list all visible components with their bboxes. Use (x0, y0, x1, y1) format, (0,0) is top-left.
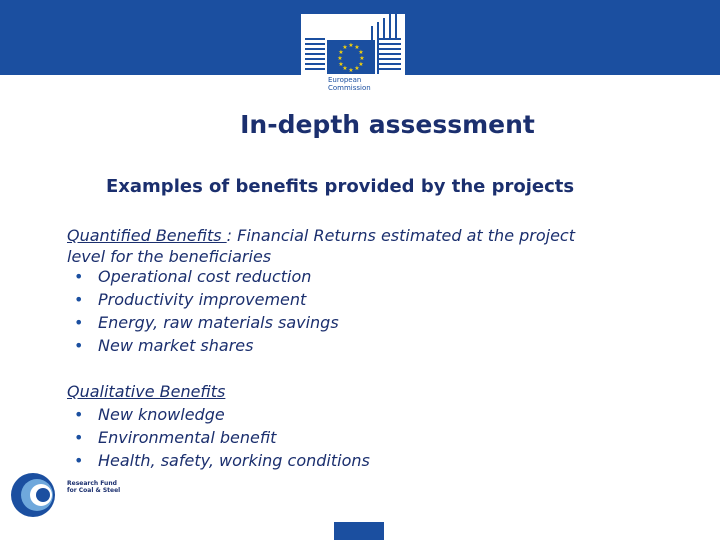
bullet-icon: • (74, 405, 84, 424)
quantified-heading-tail: : Financial Returns estimated at the project (226, 226, 575, 245)
rfcs-logo-line2: for Coal & Steel (67, 487, 121, 494)
list-item: • New market shares (74, 336, 254, 355)
rfcs-emblem-icon (10, 472, 56, 518)
svg-text:★: ★ (342, 65, 348, 72)
bullet-icon: • (74, 290, 84, 309)
qualitative-heading: Qualitative Benefits (67, 382, 226, 401)
svg-text:★: ★ (338, 61, 344, 68)
svg-text:★: ★ (354, 44, 360, 51)
bullet-icon: • (74, 313, 84, 332)
bullet-icon: • (74, 336, 84, 355)
list-item: • Energy, raw materials savings (74, 313, 339, 332)
svg-text:★: ★ (359, 55, 365, 62)
svg-text:★: ★ (358, 61, 364, 68)
svg-text:★: ★ (342, 44, 348, 51)
list-item: • Productivity improvement (74, 290, 307, 309)
quantified-line2: level for the beneficiaries (67, 247, 272, 266)
rfcs-logo-line1: Research Fund (67, 480, 117, 487)
list-item: • Operational cost reduction (74, 267, 312, 286)
quantified-heading-line (67, 224, 575, 247)
bullet-icon: • (74, 428, 84, 447)
svg-text:★: ★ (338, 49, 344, 56)
quantified-list (74, 265, 339, 357)
footer-block (334, 522, 384, 540)
svg-text:★: ★ (337, 55, 343, 62)
page-subtitle: Examples of benefits provided by the projects (106, 176, 575, 197)
svg-text:★: ★ (354, 65, 360, 72)
bullet-icon: • (74, 267, 84, 286)
list-item: • New knowledge (74, 405, 225, 424)
research-fund-logo (10, 472, 121, 522)
quantified-heading: Quantified Benefits (67, 226, 227, 245)
list-item: • Health, safety, working conditions (74, 451, 370, 470)
list-item: • Environmental benefit (74, 428, 277, 447)
european-commission-logo (301, 14, 405, 100)
ec-logo-line2: Commission (328, 84, 371, 92)
bullet-icon: • (74, 451, 84, 470)
svg-text:★: ★ (358, 49, 364, 56)
qualitative-list (74, 403, 370, 472)
svg-text:★: ★ (348, 67, 354, 74)
ec-logo-line1: European (328, 76, 362, 84)
svg-text:★: ★ (348, 42, 354, 49)
page-title: In-depth assessment (240, 110, 535, 139)
